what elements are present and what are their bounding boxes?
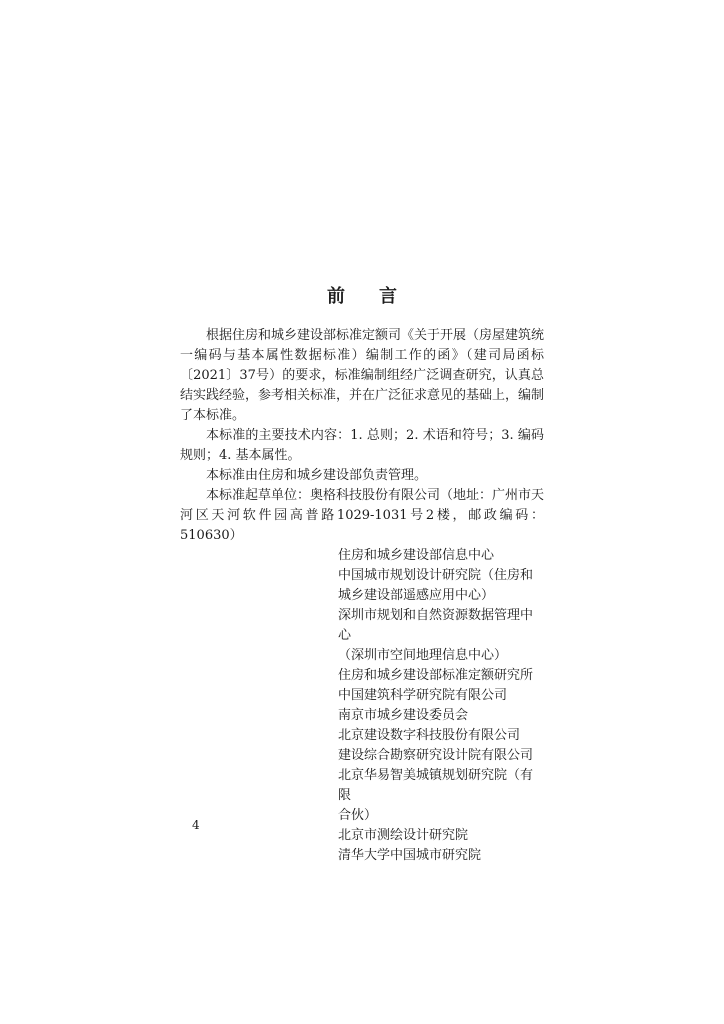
- unit-item: 建设综合勘察研究设计院有限公司: [338, 748, 534, 763]
- paragraph-basis: 根据住房和城乡建设部标准定额司《关于开展（房屋建筑统一编码与基本属性数据标准）编制工作的函》（建司局函标〔2021〕37号）的要求，标准编制组经广泛调查研究，认真总结实践经验，参考相关标准，并在广泛征求意见的基础上，编制了本标准。: [180, 328, 545, 423]
- unit-item: 北京建设数字科技股份有限公司: [338, 728, 521, 743]
- paragraph-drafting-unit: 本标准起草单位：奥格科技股份有限公司（地址：广州市天河区天河软件园高普路1029-1031号2楼，邮政编码：510630）: [180, 488, 545, 543]
- preface-body: [180, 326, 544, 866]
- unit-item: 合伙）: [338, 808, 378, 823]
- drafting-units-list: [180, 546, 544, 866]
- unit-item: 中国建筑科学研究院有限公司: [338, 688, 508, 703]
- title-char-2: 言: [379, 286, 397, 307]
- unit-item: 中国城市规划设计研究院（住房和: [338, 568, 534, 583]
- unit-item: 北京华易智美城镇规划研究院（有限: [338, 768, 534, 803]
- unit-item: 清华大学中国城市研究院: [338, 848, 482, 863]
- unit-item: 住房和城乡建设部标准定额研究所: [338, 668, 534, 683]
- unit-item: （深圳市空间地理信息中心）: [338, 648, 508, 663]
- unit-item: 住房和城乡建设部信息中心: [338, 548, 495, 563]
- page-number: 4: [192, 818, 200, 832]
- unit-item: 城乡建设部遥感应用中心）: [338, 588, 495, 603]
- unit-item: 北京市测绘设计研究院: [338, 828, 469, 843]
- page-title: [0, 282, 724, 308]
- paragraph-management: 本标准由住房和城乡建设部负责管理。: [206, 468, 428, 483]
- paragraph-content: 本标准的主要技术内容：1. 总则；2. 术语和符号；3. 编码规则；4. 基本属性。: [180, 428, 544, 463]
- unit-item: 南京市城乡建设委员会: [338, 708, 469, 723]
- unit-item: 深圳市规划和自然资源数据管理中心: [338, 608, 534, 643]
- title-char-1: 前: [327, 286, 345, 307]
